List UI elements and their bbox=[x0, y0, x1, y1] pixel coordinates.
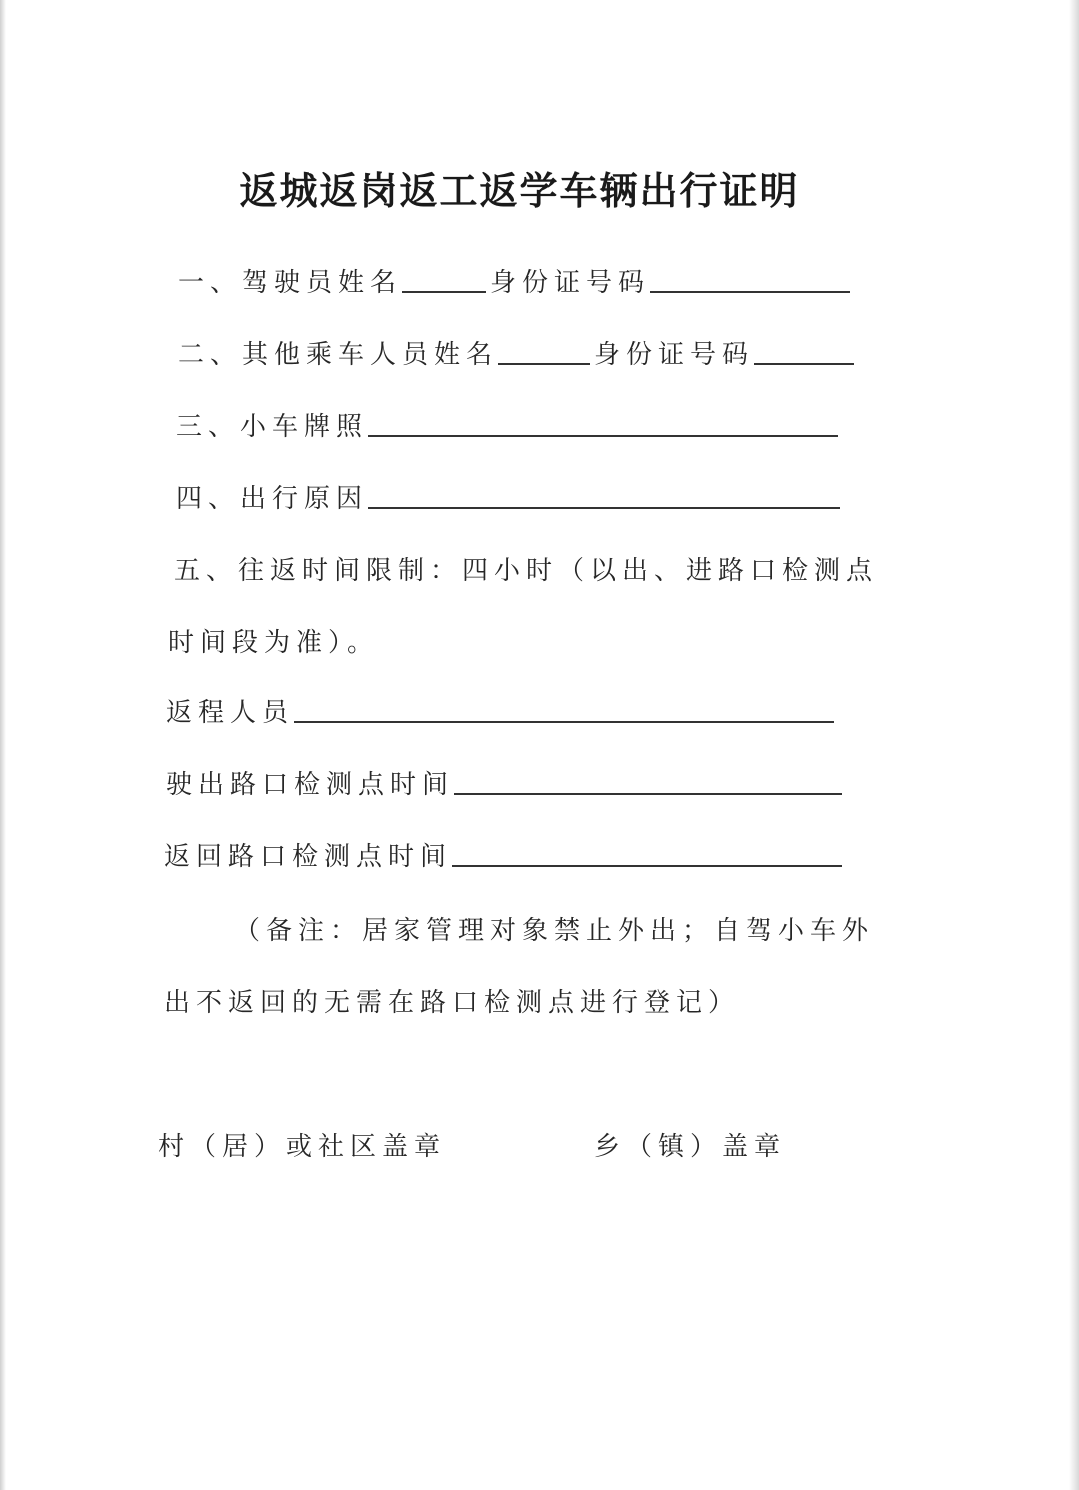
driver-id-blank[interactable] bbox=[650, 290, 850, 293]
driver-name-blank[interactable] bbox=[402, 290, 486, 293]
license-plate-label: 三、小车牌照 bbox=[176, 412, 369, 442]
time-limit-text-2: 时间段为准）。 bbox=[168, 628, 380, 658]
exit-time-blank[interactable] bbox=[454, 792, 842, 795]
driver-id-label: 身份证号码 bbox=[490, 268, 651, 298]
travel-reason-label: 四、出行原因 bbox=[176, 484, 369, 514]
returnees-label: 返程人员 bbox=[166, 698, 295, 728]
remark-line-2 bbox=[164, 982, 740, 1019]
travel-reason-row bbox=[176, 478, 844, 515]
returnees-row bbox=[166, 692, 838, 729]
remark-line-1 bbox=[234, 910, 874, 947]
village-seal-label: 村（居）或社区盖章 bbox=[158, 1132, 447, 1162]
license-plate-row bbox=[176, 406, 842, 443]
passenger-name-label: 二、其他乘车人员姓名 bbox=[178, 340, 499, 370]
driver-row bbox=[178, 262, 854, 299]
remark-text-1: （备注：居家管理对象禁止外出；自驾小车外 bbox=[234, 916, 875, 946]
return-time-blank[interactable] bbox=[452, 864, 842, 867]
time-limit-line-2 bbox=[168, 622, 379, 659]
return-time-row bbox=[164, 836, 846, 873]
exit-time-row bbox=[166, 764, 846, 801]
return-time-label: 返回路口检测点时间 bbox=[164, 842, 453, 872]
time-limit-text-1: 五、往返时间限制：四小时（以出、进路口检测点 bbox=[174, 556, 879, 586]
township-seal-label: 乡（镇）盖章 bbox=[594, 1132, 787, 1162]
passenger-name-blank[interactable] bbox=[498, 362, 590, 365]
remark-text-2: 出不返回的无需在路口检测点进行登记） bbox=[164, 988, 741, 1018]
passenger-id-label: 身份证号码 bbox=[594, 340, 755, 370]
returnees-blank[interactable] bbox=[294, 720, 834, 723]
scan-edge-left bbox=[0, 0, 6, 1490]
travel-reason-blank[interactable] bbox=[368, 506, 840, 509]
license-plate-blank[interactable] bbox=[368, 434, 838, 437]
passenger-row bbox=[178, 334, 858, 371]
time-limit-line-1 bbox=[174, 550, 878, 587]
exit-time-label: 驶出路口检测点时间 bbox=[166, 770, 455, 800]
passenger-id-blank[interactable] bbox=[754, 362, 854, 365]
document-title: 返城返岗返工返学车辆出行证明 bbox=[239, 168, 800, 213]
driver-name-label: 一、驾驶员姓名 bbox=[178, 268, 403, 298]
scan-edge-right bbox=[1069, 0, 1079, 1490]
